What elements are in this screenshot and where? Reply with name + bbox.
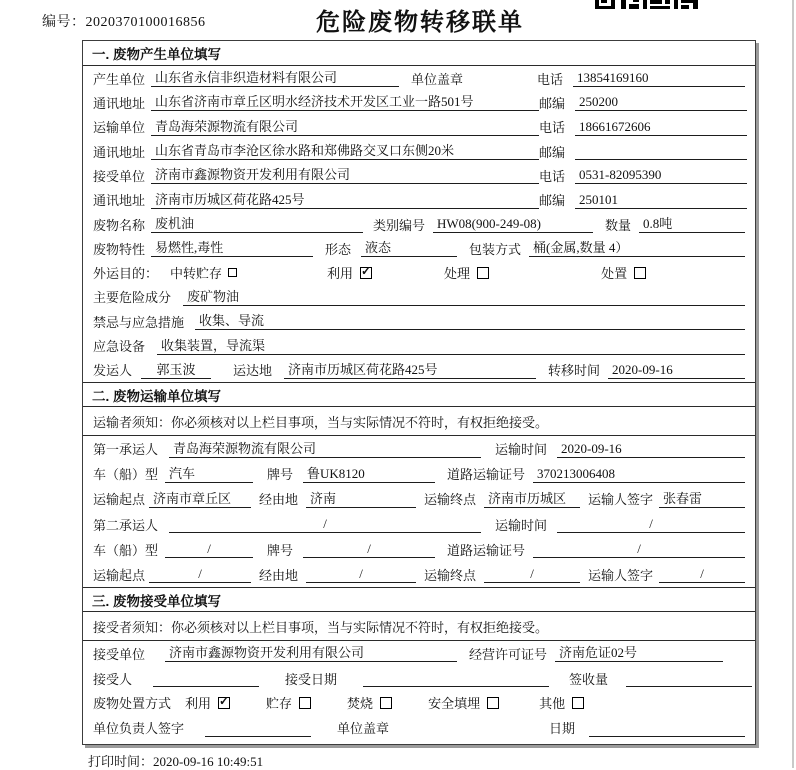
plate-value: 鲁UK8120 — [303, 465, 435, 483]
waste-qty-label: 数量 — [605, 217, 632, 233]
checkbox-icon — [360, 267, 372, 279]
responsible-sign-row — [93, 715, 745, 740]
transporter-address-row — [93, 139, 745, 163]
disposal-option-label: 利用 — [185, 696, 212, 712]
transporter-value: 青岛海荣源物流有限公司 — [151, 118, 539, 136]
destination-value: 济南市历城区荷花路425号 — [284, 361, 536, 379]
disposal-option-other — [539, 693, 584, 712]
second-carrier-value: / — [169, 515, 481, 533]
producer-zip-label: 邮编 — [539, 95, 566, 111]
route2-end-label: 运输终点 — [424, 567, 477, 583]
section3-notice — [83, 612, 755, 641]
accept-date-value — [363, 669, 549, 687]
transfer-time-value: 2020-09-16 — [608, 361, 745, 379]
emergency-measures-label: 禁忌与应急措施 — [93, 314, 185, 330]
section2-notice — [83, 407, 755, 436]
accept-unit-row — [93, 641, 745, 666]
waste-category-label: 类别编号 — [373, 217, 426, 233]
checkbox-icon — [228, 268, 237, 277]
window-right-edge — [792, 0, 794, 768]
transporter-zip-label: 邮编 — [539, 144, 566, 160]
transfer-time-label: 转移时间 — [548, 363, 601, 379]
transporter-phone-label: 电话 — [539, 120, 566, 136]
road-license2-value: / — [533, 540, 745, 558]
transporter-row — [93, 115, 745, 139]
checkbox-icon — [218, 697, 230, 709]
transfer-purpose-row — [93, 261, 745, 285]
receiver-zip-label: 邮编 — [539, 193, 566, 209]
route2-via-label: 经由地 — [259, 567, 299, 583]
receiver-phone-label: 电话 — [539, 168, 566, 184]
accept-date-label: 接受日期 — [285, 671, 338, 687]
permit-value: 济南危证02号 — [555, 644, 723, 662]
unit-seal2-label: 单位盖章 — [337, 721, 390, 737]
transport-time2-label: 运输时间 — [495, 517, 548, 533]
plate2-value: / — [303, 540, 435, 558]
received-qty-value — [626, 669, 752, 687]
route2-via-value: / — [306, 565, 416, 583]
receiver-address-value: 济南市历城区荷花路425号 — [151, 191, 539, 209]
section1-header: 一. 废物产生单位填写 — [83, 41, 755, 66]
route-via-label: 经由地 — [259, 492, 299, 508]
purpose-option-treat — [444, 263, 489, 282]
transfer-purpose-label: 外运目的： — [93, 266, 159, 282]
accept-unit-value: 济南市鑫源物资开发利用有限公司 — [165, 644, 457, 662]
waste-form-label: 形态 — [325, 241, 352, 257]
producer-address-value: 山东省济南市章丘区明水经济技术开发区工业一路501号 — [151, 93, 539, 111]
route-start-value: 济南市章丘区 — [149, 490, 251, 508]
disposal-option-label: 安全填埋 — [428, 696, 481, 712]
waste-character-row — [93, 236, 745, 260]
purpose-option-label: 中转贮存 — [170, 266, 223, 282]
accept-person-label: 接受人 — [93, 671, 133, 687]
qr-code-remnant-icon — [595, 0, 700, 9]
plate-label: 牌号 — [267, 467, 294, 483]
vehicle-type2-value: / — [165, 540, 253, 558]
transporter-sign-value: 张春雷 — [659, 490, 745, 508]
transporter-address-value: 山东省青岛市李沧区徐水路和郑佛路交叉口东侧20米 — [151, 142, 539, 160]
purpose-option-transit-storage — [170, 263, 237, 282]
receiver-value: 济南市鑫源物资开发利用有限公司 — [151, 166, 539, 184]
disposal-option-label: 贮存 — [266, 696, 293, 712]
permit-label: 经营许可证号 — [469, 646, 548, 662]
road-license-value: 370213006408 — [533, 465, 745, 483]
receiver-address-row — [93, 188, 745, 212]
receiver-label: 接受单位 — [93, 168, 146, 184]
plate2-label: 牌号 — [267, 542, 294, 558]
responsible-sign-value — [205, 719, 311, 737]
emergency-measures-value: 收集、导流 — [195, 312, 745, 330]
disposal-method-label: 废物处置方式 — [93, 696, 172, 712]
checkbox-icon — [487, 697, 499, 709]
road-license2-label: 道路运输证号 — [447, 542, 526, 558]
responsible-sign-label: 单位负责人签字 — [93, 721, 185, 737]
purpose-option-label: 处理 — [444, 266, 471, 282]
receiver-phone-value: 0531-82095390 — [575, 166, 747, 184]
dispatch-row — [93, 358, 745, 382]
producer-zip-value: 250200 — [575, 93, 747, 111]
producer-address-row — [93, 90, 745, 114]
emergency-equipment-row — [93, 333, 745, 357]
received-qty-label: 签收量 — [569, 671, 609, 687]
checkbox-icon — [634, 267, 646, 279]
waste-name-value: 废机油 — [151, 215, 363, 233]
print-time-value: 2020-09-16 10:49:51 — [153, 754, 264, 769]
print-time-label: 打印时间： — [88, 754, 154, 769]
waste-category-value: HW08(900-249-08) — [433, 215, 593, 233]
hazard-component-row — [93, 285, 745, 309]
waste-form-value: 液态 — [361, 239, 457, 257]
second-carrier-row — [93, 512, 745, 537]
page-title: 危险废物转移联单 — [316, 9, 524, 36]
route2-start-value: / — [149, 565, 251, 583]
purpose-option-utilize — [327, 263, 372, 282]
vehicle-type-value: 汽车 — [165, 465, 253, 483]
disposal-option-storage — [266, 693, 311, 712]
document-number-value: 2020370100016856 — [85, 15, 206, 30]
first-carrier-value: 青岛海荣源物流有限公司 — [169, 440, 481, 458]
transporter-sign-label: 运输人签字 — [588, 492, 654, 508]
destination-label: 运达地 — [233, 363, 273, 379]
accept-person-value — [153, 669, 259, 687]
purpose-option-label: 处置 — [601, 266, 628, 282]
waste-name-row — [93, 212, 745, 236]
route-end-value: 济南市历城区 — [484, 490, 580, 508]
disposal-method-row — [93, 691, 745, 716]
transporter-zip-value — [575, 142, 747, 160]
waste-qty-value: 0.8吨 — [639, 215, 745, 233]
checkbox-icon — [477, 267, 489, 279]
packing-label: 包装方式 — [469, 241, 522, 257]
disposal-option-utilize — [185, 693, 230, 712]
transporter-sign2-value: / — [659, 565, 745, 583]
producer-row — [93, 66, 745, 90]
producer-phone-label: 电话 — [537, 71, 564, 87]
disposal-option-landfill — [428, 693, 499, 712]
producer-label: 产生单位 — [93, 71, 146, 87]
manifest-form — [82, 40, 756, 745]
purpose-option-label: 利用 — [327, 266, 354, 282]
section2-body — [83, 436, 755, 587]
route-start-label: 运输起点 — [93, 492, 146, 508]
section1-body — [83, 66, 755, 382]
document-number-label: 编号： — [42, 15, 86, 30]
producer-phone-value: 13854169160 — [573, 69, 745, 87]
accept-person-row — [93, 666, 745, 691]
vehicle1-row — [93, 461, 745, 486]
receiver-address-label: 通讯地址 — [93, 193, 146, 209]
checkbox-icon — [380, 697, 392, 709]
transport-time-label: 运输时间 — [495, 442, 548, 458]
accept-unit-label: 接受单位 — [93, 646, 146, 662]
checkbox-icon — [299, 697, 311, 709]
transporter-phone-value: 18661672606 — [575, 118, 747, 136]
road-license-label: 道路运输证号 — [447, 467, 526, 483]
hazard-component-value: 废矿物油 — [183, 288, 745, 306]
vehicle-type-label: 车（船）型 — [93, 467, 159, 483]
disposal-option-label: 焚烧 — [347, 696, 374, 712]
transporter-label: 运输单位 — [93, 120, 146, 136]
transport-time-value: 2020-09-16 — [557, 440, 745, 458]
transporter-address-label: 通讯地址 — [93, 144, 146, 160]
disposal-option-incinerate — [347, 693, 392, 712]
print-time — [88, 751, 263, 770]
emergency-equipment-label: 应急设备 — [93, 339, 146, 355]
emergency-measures-row — [93, 309, 745, 333]
first-carrier-label: 第一承运人 — [93, 442, 159, 458]
route2-end-value: / — [484, 565, 580, 583]
route-end-label: 运输终点 — [424, 492, 477, 508]
transport-time2-value: / — [557, 515, 745, 533]
sign-date-value — [589, 719, 745, 737]
route1-row — [93, 486, 745, 511]
waste-character-value: 易燃性,毒性 — [151, 239, 313, 257]
transporter-notice-text: 运输者须知：你必须核对以上栏目事项，当与实际情况不符时，有权拒绝接受。 — [93, 414, 549, 430]
first-carrier-row — [93, 436, 745, 461]
vehicle-type2-label: 车（船）型 — [93, 542, 159, 558]
vehicle2-row — [93, 537, 745, 562]
section2-header: 二. 废物运输单位填写 — [83, 382, 755, 407]
purpose-option-dispose — [601, 263, 646, 282]
producer-address-label: 通讯地址 — [93, 95, 146, 111]
unit-seal-label: 单位盖章 — [411, 71, 464, 87]
receiver-zip-value: 250101 — [575, 191, 747, 209]
producer-value: 山东省永信非织造材料有限公司 — [151, 69, 399, 87]
dispatcher-label: 发运人 — [93, 363, 133, 379]
disposal-option-label: 其他 — [539, 696, 566, 712]
emergency-equipment-value: 收集装置，导流渠 — [157, 337, 745, 355]
route-via-value: 济南 — [306, 490, 416, 508]
dispatcher-value: 郭玉波 — [141, 361, 211, 379]
waste-character-label: 废物特性 — [93, 241, 146, 257]
waste-name-label: 废物名称 — [93, 217, 146, 233]
checkbox-icon — [572, 697, 584, 709]
section3-header: 三. 废物接受单位填写 — [83, 587, 755, 612]
packing-value: 桶(金属,数量 4） — [529, 239, 745, 257]
receiver-row — [93, 163, 745, 187]
second-carrier-label: 第二承运人 — [93, 517, 159, 533]
section3-body — [83, 641, 755, 740]
hazard-component-label: 主要危险成分 — [93, 290, 172, 306]
route2-row — [93, 562, 745, 587]
route2-start-label: 运输起点 — [93, 567, 146, 583]
transporter-sign2-label: 运输人签字 — [588, 567, 654, 583]
sign-date-label: 日期 — [549, 721, 576, 737]
receiver-notice-text: 接受者须知：你必须核对以上栏目事项，当与实际情况不符时，有权拒绝接受。 — [93, 619, 549, 635]
